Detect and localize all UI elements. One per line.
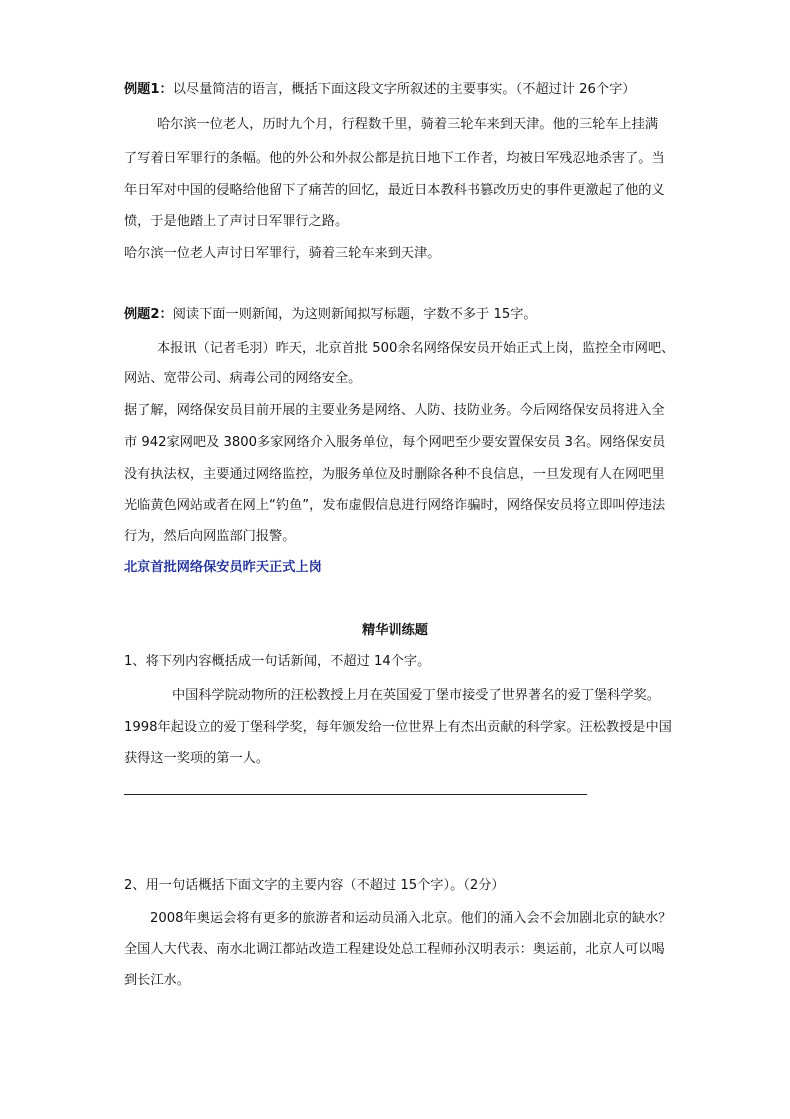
example-2-paragraph-line-2: 网站、宽带公司、病毒公司的网络安全。 bbox=[124, 371, 362, 386]
example-1-paragraph-line-3: 年日军对中国的侵略给他留下了痛苦的回忆，最近日本教科书篡改历史的事件更激起了他的义 bbox=[124, 183, 665, 198]
example-2-prompt bbox=[124, 305, 537, 325]
example-2-paragraph-line-1: 本报讯（记者毛羽）昨天，北京首批 500余名网络保安员开始正式上岗，监控全市网吧、 bbox=[157, 341, 675, 356]
question-2-paragraph-line-3: 到长江水。 bbox=[124, 973, 190, 988]
question-2-paragraph-line-2: 全国人大代表、南水北调江都站改造工程建设处总工程师孙汉明表示：奥运前，北京人可以喝 bbox=[124, 942, 665, 957]
example-2-label: 例题2： bbox=[124, 307, 173, 322]
question-1-paragraph-line-2: 1998年起设立的爱丁堡科学奖，每年颁发给一位世界上有杰出贡献的科学家。汪松教授是中国 bbox=[124, 720, 672, 735]
example-2-answer: 北京首批网络保安员昨天正式上岗 bbox=[124, 560, 322, 575]
example-2-prompt-text: 阅读下面一则新闻，为这则新闻拟写标题，字数不多于 15字。 bbox=[172, 307, 537, 322]
question-1-paragraph-line-1: 中国科学院动物所的汪松教授上月在英国爱丁堡市接受了世界著名的爱丁堡科学奖。 bbox=[172, 688, 660, 703]
example-1-prompt bbox=[124, 80, 636, 100]
example-2-paragraph-line-7: 行为，然后向网监部门报警。 bbox=[124, 529, 296, 544]
section-title: 精华训练题 bbox=[362, 623, 428, 638]
example-1-paragraph-line-2: 了写着日军罪行的条幅。他的外公和外叔公都是抗日地下工作者，均被日军残忍地杀害了。当 bbox=[124, 151, 665, 166]
example-1-paragraph-line-1: 哈尔滨一位老人，历时九个月，行程数千里，骑着三轮车来到天津。他的三轮车上挂满 bbox=[157, 117, 659, 132]
example-1-prompt-text: 以尽量简洁的语言，概括下面这段文字所叙述的主要事实。（不超过计 26个字） bbox=[172, 82, 636, 97]
example-2-paragraph-line-5: 没有执法权，主要通过网络监控，为服务单位及时删除各种不良信息，一旦发现有人在网吧里 bbox=[124, 467, 665, 482]
example-1-label: 例题1： bbox=[124, 82, 173, 97]
example-2-paragraph-line-3: 据了解，网络保安员目前开展的主要业务是网络、人防、技防业务。今后网络保安员将进入全 bbox=[124, 403, 665, 418]
example-2-paragraph-line-6: 光临黄色网站或者在网上“钓鱼”，发布虚假信息进行网络诈骗时，网络保安员将立即叫停违法 bbox=[124, 498, 666, 513]
question-2-prompt: 2、用一句话概括下面文字的主要内容（不超过 15个字）。（2分） bbox=[124, 878, 505, 893]
question-2-paragraph-line-1: 2008年奥运会将有更多的旅游者和运动员涌入北京。他们的涌入会不会加剧北京的缺水？ bbox=[150, 911, 672, 926]
question-1-prompt: 1、将下列内容概括成一句话新闻，不超过 14个字。 bbox=[124, 654, 431, 669]
example-1-answer: 哈尔滨一位老人声讨日军罪行，骑着三轮车来到天津。 bbox=[124, 246, 441, 261]
example-2-paragraph-line-4: 市 942家网吧及 3800多家网络介入服务单位，每个网吧至少要安置保安员 3名。网络保安员 bbox=[124, 435, 666, 450]
example-1-paragraph-line-4: 愤，于是他踏上了声讨日军罪行之路。 bbox=[124, 214, 349, 229]
answer-line[interactable] bbox=[124, 794, 587, 795]
question-1-paragraph-line-3: 获得这一奖项的第一人。 bbox=[124, 751, 270, 766]
